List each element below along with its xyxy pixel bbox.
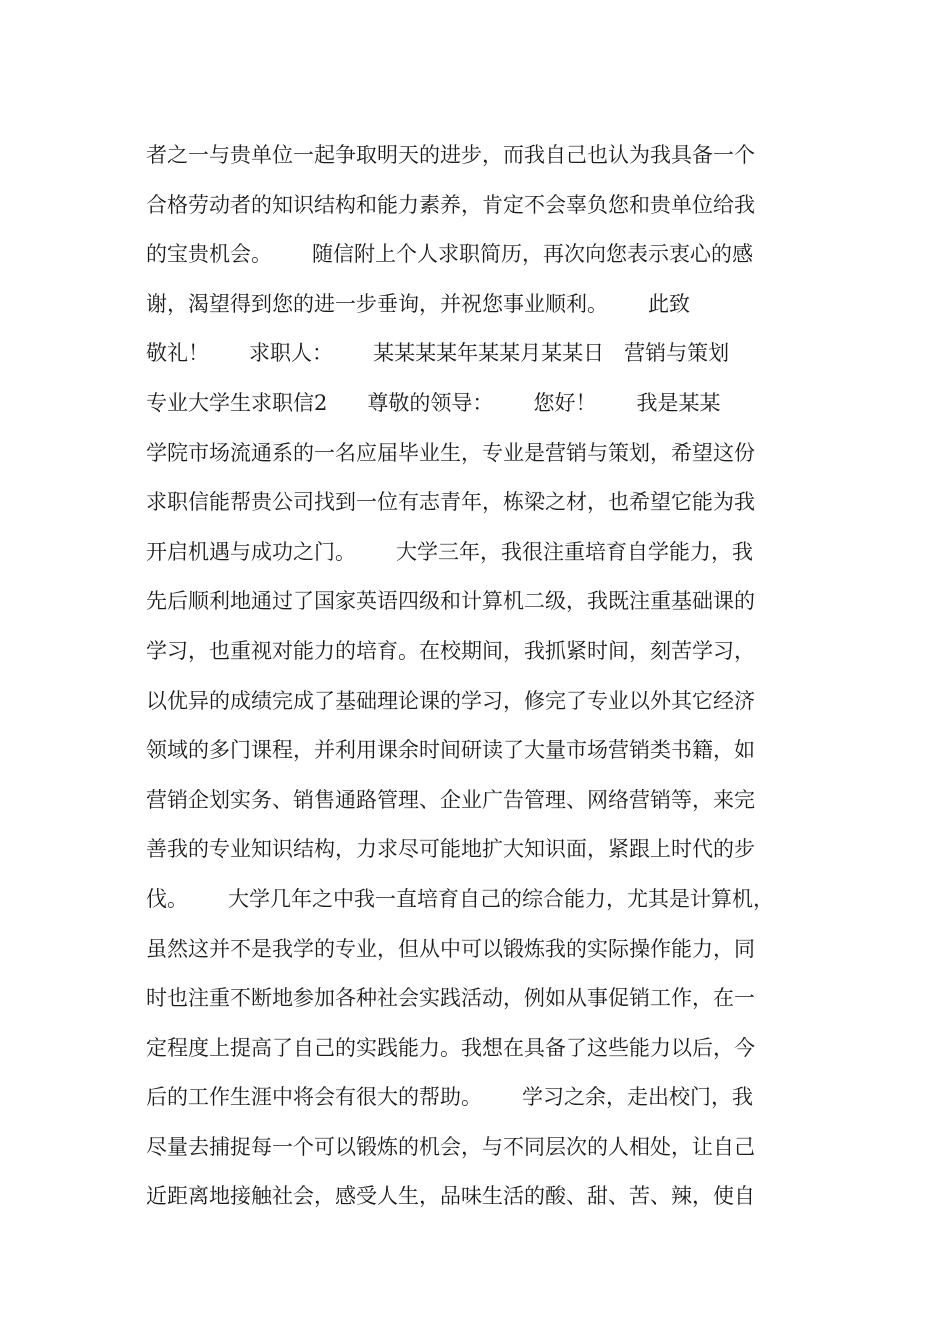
text-line-20: 后的工作生涯中将会有很大的帮助。 学习之余，走出校门，我 bbox=[146, 1085, 754, 1110]
text-line-2: 合格劳动者的知识结构和能力素养，肯定不会辜负您和贵单位给我 bbox=[146, 192, 755, 217]
text-line-16: 伐。 大学几年之中我一直培育自己的综合能力，尤其是计算机， bbox=[146, 886, 775, 911]
text-line-15: 善我的专业知识结构，力求尽可能地扩大知识面，紧跟上时代的步 bbox=[146, 837, 755, 862]
text-line-10: 先后顺利地通过了国家英语四级和计算机二级，我既注重基础课的 bbox=[146, 589, 755, 614]
letter-body bbox=[146, 131, 836, 1222]
text-line-12: 以优异的成绩完成了基础理论课的学习，修完了专业以外其它经济 bbox=[146, 688, 755, 713]
text-line-22: 近距离地接触社会，感受人生，品味生活的酸、甜、苦、辣，使自 bbox=[146, 1184, 755, 1209]
text-line-11: 学习，也重视对能力的培育。在校期间，我抓紧时间，刻苦学习， bbox=[146, 638, 755, 663]
text-line-9: 开启机遇与成功之门。 大学三年，我很注重培育自学能力，我 bbox=[146, 539, 754, 564]
text-line-21: 尽量去捕捉每一个可以锻炼的机会，与不同层次的人相处，让自己 bbox=[146, 1134, 755, 1159]
text-line-7: 学院市场流通系的一名应届毕业生，专业是营销与策划，希望这份 bbox=[146, 440, 755, 465]
text-line-1: 者之一与贵单位一起争取明天的进步，而我自己也认为我具备一个 bbox=[146, 143, 755, 167]
text-line-4: 谢，渴望得到您的进一步垂询，并祝您事业顺利。 此致 bbox=[146, 291, 691, 316]
text-line-19: 定程度上提高了自己的实践能力。我想在具备了这些能力以后，今 bbox=[146, 1035, 755, 1060]
text-line-8: 求职信能帮贵公司找到一位有志青年，栋梁之材，也希望它能为我 bbox=[146, 490, 755, 515]
text-line-13: 领域的多门课程，并利用课余时间研读了大量市场营销类书籍，如 bbox=[146, 738, 755, 763]
text-line-17: 虽然这并不是我学的专业，但从中可以锻炼我的实际操作能力，同 bbox=[146, 936, 755, 961]
text-line-6: 专业大学生求职信2 尊敬的领导： 您好！ 我是某某 bbox=[146, 390, 721, 415]
text-line-3: 的宝贵机会。 随信附上个人求职简历，再次向您表示衷心的感 bbox=[146, 242, 754, 267]
text-line-5: 敬礼！ 求职人： 某某某某年某某月某某日 营销与策划 bbox=[146, 341, 730, 366]
text-line-14: 营销企划实务、销售通路管理、企业广告管理、网络营销等，来完 bbox=[146, 787, 755, 812]
text-line-18: 时也注重不断地参加各种社会实践活动，例如从事促销工作，在一 bbox=[146, 986, 755, 1011]
